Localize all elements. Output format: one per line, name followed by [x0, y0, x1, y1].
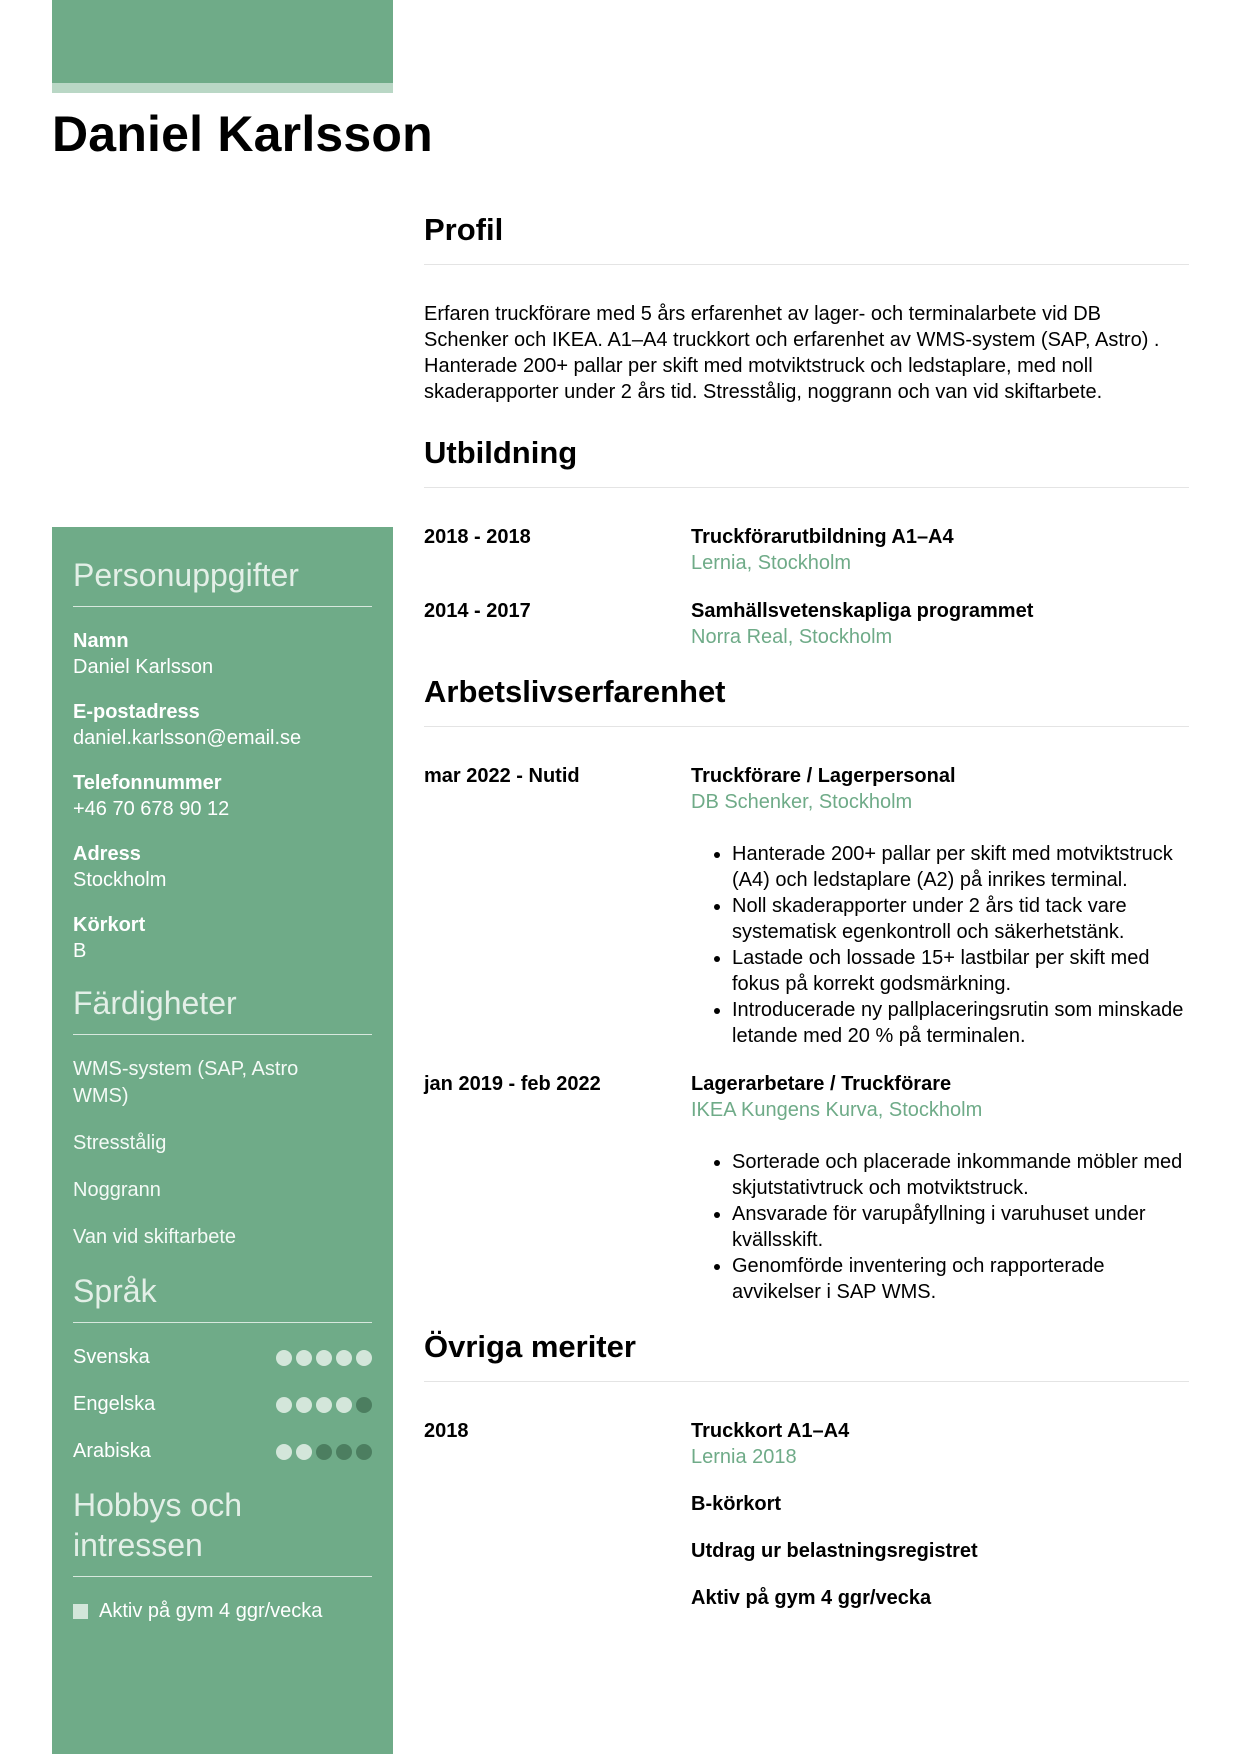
hobby-text: Aktiv på gym 4 ggr/vecka — [99, 1600, 323, 1622]
bullet-item: • Hanterade 200+ pallar per skift med motviktstruck (A4) och ledstaplare (A2) på inrikes terminal. — [732, 841, 1189, 893]
bullet-item: • Ansvarade för varupåfyllning i varuhuset under kvällsskift. — [732, 1201, 1189, 1253]
skill-item: Stresstålig — [73, 1132, 167, 1154]
personal-item-email — [73, 699, 372, 751]
resume-name: Daniel Karlsson — [52, 106, 433, 162]
level-dot-filled — [336, 1350, 352, 1366]
education-entry — [424, 524, 1189, 576]
personal-value: daniel.karlsson@email.se — [73, 727, 302, 749]
level-dot-filled — [276, 1444, 292, 1460]
experience-entry — [424, 1071, 1189, 1305]
level-dot-filled — [276, 1397, 292, 1413]
entry-date: jan 2019 - feb 2022 — [424, 1073, 601, 1095]
personal-heading: Personuppgifter — [73, 557, 299, 593]
divider — [73, 1034, 372, 1035]
personal-item-license — [73, 912, 372, 964]
entry-subtitle: Lernia, Stockholm — [691, 552, 852, 574]
level-dot-empty — [356, 1397, 372, 1413]
entry-subtitle: IKEA Kungens Kurva, Stockholm — [691, 1099, 983, 1121]
bullet-item: • Sorterade och placerade inkommande möbler med skjutstativtruck och motviktstruck. — [732, 1149, 1189, 1201]
personal-label: Körkort — [73, 914, 146, 936]
divider — [424, 487, 1189, 488]
skill-item: WMS-system (SAP, Astro WMS) — [73, 1058, 299, 1107]
languages-heading: Språk — [73, 1273, 157, 1309]
profile-text: Erfaren truckförare med 5 års erfarenhet av lager- och terminalarbete vid DB Schenker och IKEA. A1–A4 truckkort och erfarenhet av WMS-system (SAP, Astro) . Hanterade 200+ pallar per skift med motviktstruck och ledstaplare, med noll skaderapporter under 2 års tid. Stresstålig, noggrann och van vid skiftarbete. — [424, 303, 1160, 403]
level-dot-filled — [296, 1397, 312, 1413]
language-level-dots — [276, 1444, 372, 1460]
language-name: Svenska — [73, 1346, 150, 1368]
entry-subtitle: DB Schenker, Stockholm — [691, 791, 913, 813]
education-heading: Utbildning — [424, 435, 578, 470]
personal-label: E-postadress — [73, 701, 200, 723]
entry-title: Truckkort A1–A4 — [691, 1420, 850, 1442]
personal-value: B — [73, 940, 87, 962]
divider — [424, 264, 1189, 265]
header-color-band — [52, 0, 393, 83]
bullet-list — [691, 1149, 1189, 1305]
personal-item-phone — [73, 770, 372, 822]
divider — [73, 1322, 372, 1323]
entry-body — [691, 1418, 1189, 1611]
divider — [424, 1381, 1189, 1382]
entry-title: Samhällsvetenskapliga programmet — [691, 600, 1034, 622]
square-bullet-icon — [73, 1604, 88, 1619]
bullet-item: • Introducerade ny pallplaceringsrutin som minskade letande med 20 % på terminalen. — [732, 997, 1189, 1049]
merit-item: Utdrag ur belastningsregistret — [691, 1540, 978, 1562]
language-level-dots — [276, 1397, 372, 1413]
skill-item: Noggrann — [73, 1179, 161, 1201]
entry-body — [691, 763, 1189, 1049]
level-dot-filled — [336, 1397, 352, 1413]
divider — [73, 1576, 372, 1577]
bullet-item: • Lastade och lossade 15+ lastbilar per skift med fokus på korrekt godsmärkning. — [732, 945, 1189, 997]
bullet-list — [691, 841, 1189, 1049]
language-name: Arabiska — [73, 1440, 151, 1462]
header-accent-line — [52, 83, 393, 93]
level-dot-filled — [356, 1350, 372, 1366]
level-dot-empty — [336, 1444, 352, 1460]
entry-date: 2018 - 2018 — [424, 526, 531, 548]
main-content — [424, 210, 1189, 1633]
education-entry — [424, 598, 1189, 650]
divider — [424, 726, 1189, 727]
level-dot-filled — [316, 1350, 332, 1366]
personal-label: Adress — [73, 843, 141, 865]
level-dot-empty — [356, 1444, 372, 1460]
hobby-item — [73, 1598, 372, 1625]
entry-body — [691, 598, 1189, 650]
merit-item: B-körkort — [691, 1493, 782, 1515]
skills-heading: Färdigheter — [73, 985, 237, 1021]
hobbies-heading: Hobbys och intressen — [73, 1487, 242, 1563]
entry-body — [691, 524, 1189, 576]
personal-value: Daniel Karlsson — [73, 656, 214, 678]
entry-subtitle: Lernia 2018 — [691, 1446, 797, 1468]
entry-date: 2014 - 2017 — [424, 600, 531, 622]
merit-item: Aktiv på gym 4 ggr/vecka — [691, 1587, 932, 1609]
language-row — [73, 1344, 372, 1371]
entry-title: Lagerarbetare / Truckförare — [691, 1073, 952, 1095]
personal-item-address — [73, 841, 372, 893]
level-dot-filled — [296, 1444, 312, 1460]
personal-value: +46 70 678 90 12 — [73, 798, 230, 820]
entry-date: 2018 — [424, 1420, 469, 1442]
level-dot-filled — [296, 1350, 312, 1366]
skill-item: Van vid skiftarbete — [73, 1226, 237, 1248]
experience-heading: Arbetslivserfarenhet — [424, 674, 726, 709]
personal-value: Stockholm — [73, 869, 167, 891]
personal-label: Telefonnummer — [73, 772, 222, 794]
entry-title: Truckförare / Lagerpersonal — [691, 765, 956, 787]
sidebar — [52, 527, 393, 1754]
bullet-item: • Noll skaderapporter under 2 års tid tack vare systematisk egenkontroll och säkerhetstänk. — [732, 893, 1189, 945]
entry-subtitle: Norra Real, Stockholm — [691, 626, 893, 648]
level-dot-empty — [316, 1444, 332, 1460]
personal-item-name — [73, 628, 372, 680]
personal-label: Namn — [73, 630, 129, 652]
entry-date: mar 2022 - Nutid — [424, 765, 580, 787]
level-dot-filled — [316, 1397, 332, 1413]
level-dot-filled — [276, 1350, 292, 1366]
entry-body — [691, 1071, 1189, 1305]
language-level-dots — [276, 1350, 372, 1366]
entry-title: Truckförarutbildning A1–A4 — [691, 526, 954, 548]
experience-entry — [424, 763, 1189, 1049]
merits-heading: Övriga meriter — [424, 1329, 636, 1364]
divider — [73, 606, 372, 607]
profile-heading: Profil — [424, 212, 504, 247]
language-row — [73, 1438, 372, 1465]
bullet-item: • Genomförde inventering och rapporterade avvikelser i SAP WMS. — [732, 1253, 1189, 1305]
merit-entry — [424, 1418, 1189, 1611]
language-row — [73, 1391, 372, 1418]
language-name: Engelska — [73, 1393, 156, 1415]
